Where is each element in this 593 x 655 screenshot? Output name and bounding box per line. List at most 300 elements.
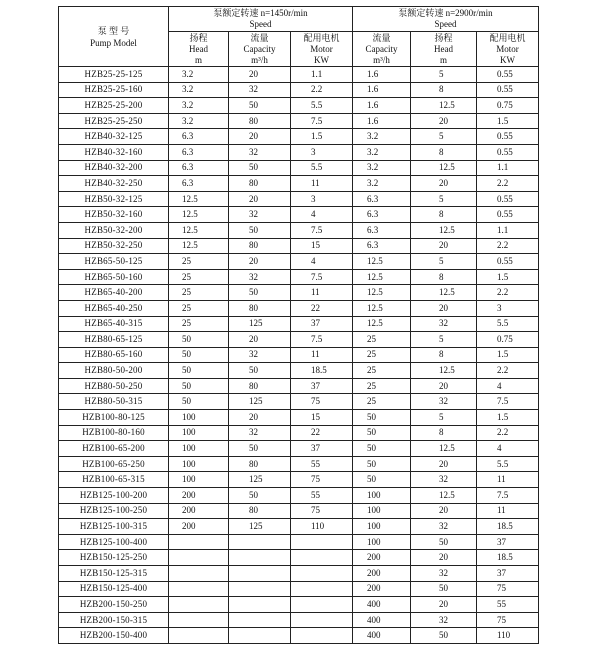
pump-model-cell: HZB25-25-160: [59, 82, 169, 98]
motor-2900-cell: 1.5: [477, 347, 539, 363]
head-unit: m: [194, 54, 202, 65]
motor-2900-cell: 2.2: [477, 285, 539, 301]
head-1450-cell: 50: [169, 363, 229, 379]
capacity-1450-cell: 50: [229, 160, 291, 176]
head-1450-cell: 25: [169, 300, 229, 316]
capacity-cn: 流量: [372, 32, 391, 43]
motor-2900-cell: 2.2: [477, 176, 539, 192]
pump-model-cell: HZB50-32-125: [59, 191, 169, 207]
motor-2900-cell: 11: [477, 472, 539, 488]
pump-model-cell: HZB150-125-400: [59, 581, 169, 597]
head-2900-cell: 12.5: [411, 222, 477, 238]
capacity-2900-cell: 100: [353, 534, 411, 550]
pump-model-cell: HZB200-150-315: [59, 612, 169, 628]
capacity-2900-cell: 100: [353, 488, 411, 504]
pump-spec-sheet: [58, 6, 539, 644]
head-2900-cell: 12.5: [411, 160, 477, 176]
pump-model-cell: HZB80-50-315: [59, 394, 169, 410]
pump-model-cell: HZB65-40-315: [59, 316, 169, 332]
speed-2900-en: Speed: [434, 19, 457, 29]
motor-2900-cell: 0.75: [477, 332, 539, 348]
motor-2900-cell: 75: [477, 612, 539, 628]
capacity-1450-cell: 32: [229, 144, 291, 160]
motor-1450-cell: 55: [291, 456, 353, 472]
motor-header-1450: [291, 32, 353, 67]
motor-1450-cell: 75: [291, 472, 353, 488]
head-2900-cell: 12.5: [411, 441, 477, 457]
pump-model-cell: HZB80-65-125: [59, 332, 169, 348]
head-1450-cell: 25: [169, 316, 229, 332]
motor-cn: 配用电机: [303, 32, 340, 43]
table-row: [59, 191, 539, 207]
capacity-2900-cell: 50: [353, 410, 411, 426]
head-1450-cell: 6.3: [169, 144, 229, 160]
capacity-1450-cell: 80: [229, 238, 291, 254]
table-row: [59, 410, 539, 426]
pump-model-cell: HZB100-65-200: [59, 441, 169, 457]
capacity-1450-cell: [229, 597, 291, 613]
pump-model-cell: HZB50-32-200: [59, 222, 169, 238]
capacity-2900-cell: 50: [353, 441, 411, 457]
head-en: Head: [189, 43, 208, 54]
motor-1450-cell: 2.2: [291, 82, 353, 98]
table-row: [59, 456, 539, 472]
motor-2900-cell: 0.55: [477, 254, 539, 270]
head-1450-cell: 50: [169, 347, 229, 363]
motor-2900-cell: 2.2: [477, 363, 539, 379]
motor-2900-cell: 18.5: [477, 550, 539, 566]
motor-2900-cell: 7.5: [477, 488, 539, 504]
head-en: Head: [434, 43, 453, 54]
head-2900-cell: 32: [411, 566, 477, 582]
motor-1450-cell: 15: [291, 410, 353, 426]
capacity-2900-cell: 100: [353, 503, 411, 519]
table-row: [59, 363, 539, 379]
pump-model-cell: HZB200-150-400: [59, 628, 169, 644]
table-row: [59, 550, 539, 566]
capacity-1450-cell: 50: [229, 285, 291, 301]
motor-1450-cell: [291, 566, 353, 582]
capacity-2900-cell: 400: [353, 597, 411, 613]
capacity-1450-cell: 80: [229, 378, 291, 394]
capacity-2900-cell: 25: [353, 347, 411, 363]
head-2900-cell: 50: [411, 628, 477, 644]
head-unit: m: [439, 54, 447, 65]
motor-2900-cell: 7.5: [477, 394, 539, 410]
model-header-cn: 泵 型 号: [97, 25, 130, 36]
motor-1450-cell: 18.5: [291, 363, 353, 379]
motor-2900-cell: 37: [477, 566, 539, 582]
capacity-2900-cell: 12.5: [353, 285, 411, 301]
pump-model-cell: HZB65-40-250: [59, 300, 169, 316]
motor-1450-cell: [291, 534, 353, 550]
head-2900-cell: 8: [411, 207, 477, 223]
table-row: [59, 176, 539, 192]
capacity-2900-cell: 3.2: [353, 144, 411, 160]
capacity-2900-cell: 200: [353, 581, 411, 597]
table-row: [59, 160, 539, 176]
motor-2900-cell: 55: [477, 597, 539, 613]
table-row: [59, 316, 539, 332]
motor-2900-cell: 110: [477, 628, 539, 644]
head-1450-cell: 12.5: [169, 207, 229, 223]
head-2900-cell: 12.5: [411, 363, 477, 379]
head-1450-cell: 25: [169, 254, 229, 270]
pump-spec-table: [58, 6, 539, 644]
capacity-1450-cell: 50: [229, 441, 291, 457]
capacity-1450-cell: 20: [229, 67, 291, 83]
pump-table-body: [59, 67, 539, 644]
capacity-2900-cell: 50: [353, 425, 411, 441]
pump-model-cell: HZB125-100-400: [59, 534, 169, 550]
table-row: [59, 425, 539, 441]
table-row: [59, 628, 539, 644]
head-2900-cell: 5: [411, 191, 477, 207]
head-2900-cell: 50: [411, 534, 477, 550]
motor-1450-cell: 37: [291, 441, 353, 457]
motor-2900-cell: 1.5: [477, 410, 539, 426]
table-row: [59, 238, 539, 254]
motor-2900-cell: 1.1: [477, 222, 539, 238]
capacity-1450-cell: 50: [229, 363, 291, 379]
head-1450-cell: 12.5: [169, 222, 229, 238]
motor-2900-cell: 0.55: [477, 67, 539, 83]
speed-2900-cn: 泵额定转速 n=2900r/min: [398, 8, 493, 18]
table-row: [59, 222, 539, 238]
capacity-1450-cell: 80: [229, 113, 291, 129]
head-1450-cell: 200: [169, 503, 229, 519]
motor-1450-cell: 37: [291, 378, 353, 394]
capacity-2900-cell: 1.6: [353, 113, 411, 129]
table-row: [59, 519, 539, 535]
motor-2900-cell: 0.55: [477, 129, 539, 145]
motor-1450-cell: 7.5: [291, 332, 353, 348]
pump-model-cell: HZB50-32-250: [59, 238, 169, 254]
pump-model-cell: HZB80-65-160: [59, 347, 169, 363]
head-2900-cell: 5: [411, 129, 477, 145]
motor-1450-cell: [291, 612, 353, 628]
motor-2900-cell: 2.2: [477, 425, 539, 441]
pump-model-cell: HZB40-32-200: [59, 160, 169, 176]
motor-1450-cell: 75: [291, 503, 353, 519]
capacity-1450-cell: 80: [229, 456, 291, 472]
capacity-1450-cell: [229, 581, 291, 597]
capacity-1450-cell: [229, 612, 291, 628]
pump-model-cell: HZB80-50-250: [59, 378, 169, 394]
head-1450-cell: 6.3: [169, 176, 229, 192]
pump-model-cell: HZB150-125-315: [59, 566, 169, 582]
motor-2900-cell: 2.2: [477, 238, 539, 254]
head-1450-cell: 200: [169, 488, 229, 504]
capacity-2900-cell: 400: [353, 628, 411, 644]
capacity-2900-cell: 400: [353, 612, 411, 628]
motor-1450-cell: 22: [291, 425, 353, 441]
table-row: [59, 566, 539, 582]
table-row: [59, 378, 539, 394]
table-row: [59, 98, 539, 114]
head-1450-cell: 3.2: [169, 113, 229, 129]
motor-2900-cell: 0.55: [477, 82, 539, 98]
table-row: [59, 612, 539, 628]
head-2900-cell: 32: [411, 612, 477, 628]
motor-1450-cell: 3: [291, 191, 353, 207]
head-2900-cell: 32: [411, 394, 477, 410]
table-row: [59, 394, 539, 410]
motor-1450-cell: 11: [291, 176, 353, 192]
motor-1450-cell: 5.5: [291, 98, 353, 114]
capacity-unit: m³/h: [251, 54, 268, 65]
capacity-2900-cell: 3.2: [353, 176, 411, 192]
head-2900-cell: 32: [411, 472, 477, 488]
capacity-2900-cell: 25: [353, 363, 411, 379]
table-row: [59, 82, 539, 98]
head-header-2900: [411, 32, 477, 67]
motor-2900-cell: 75: [477, 581, 539, 597]
head-2900-cell: 20: [411, 597, 477, 613]
capacity-2900-cell: 6.3: [353, 207, 411, 223]
capacity-1450-cell: 80: [229, 503, 291, 519]
pump-model-cell: HZB50-32-160: [59, 207, 169, 223]
table-row: [59, 488, 539, 504]
capacity-2900-cell: 25: [353, 378, 411, 394]
speed-1450-cn: 泵额定转速 n=1450r/min: [213, 8, 308, 18]
head-1450-cell: 200: [169, 519, 229, 535]
head-1450-cell: 6.3: [169, 129, 229, 145]
capacity-2900-cell: 25: [353, 394, 411, 410]
motor-1450-cell: [291, 628, 353, 644]
pump-model-cell: HZB40-32-125: [59, 129, 169, 145]
head-2900-cell: 12.5: [411, 285, 477, 301]
head-2900-cell: 20: [411, 300, 477, 316]
capacity-1450-cell: 125: [229, 394, 291, 410]
capacity-1450-cell: 50: [229, 488, 291, 504]
capacity-1450-cell: [229, 534, 291, 550]
pump-model-cell: HZB65-40-200: [59, 285, 169, 301]
head-1450-cell: 3.2: [169, 82, 229, 98]
motor-1450-cell: 11: [291, 285, 353, 301]
head-2900-cell: 50: [411, 581, 477, 597]
motor-1450-cell: 11: [291, 347, 353, 363]
head-1450-cell: 100: [169, 410, 229, 426]
head-2900-cell: 20: [411, 238, 477, 254]
head-2900-cell: 8: [411, 82, 477, 98]
head-1450-cell: 25: [169, 285, 229, 301]
head-1450-cell: [169, 534, 229, 550]
head-2900-cell: 5: [411, 410, 477, 426]
table-row: [59, 534, 539, 550]
pump-model-cell: HZB100-65-250: [59, 456, 169, 472]
capacity-2900-cell: 25: [353, 332, 411, 348]
pump-model-cell: HZB25-25-250: [59, 113, 169, 129]
motor-1450-cell: [291, 597, 353, 613]
pump-model-cell: HZB125-100-200: [59, 488, 169, 504]
motor-2900-cell: 4: [477, 378, 539, 394]
pump-model-cell: HZB65-50-160: [59, 269, 169, 285]
capacity-1450-cell: [229, 628, 291, 644]
motor-1450-cell: 37: [291, 316, 353, 332]
capacity-2900-cell: 50: [353, 456, 411, 472]
head-2900-cell: 20: [411, 456, 477, 472]
table-row: [59, 300, 539, 316]
motor-2900-cell: 11: [477, 503, 539, 519]
capacity-1450-cell: 125: [229, 316, 291, 332]
head-2900-cell: 12.5: [411, 98, 477, 114]
table-row: [59, 254, 539, 270]
head-2900-cell: 20: [411, 378, 477, 394]
head-2900-cell: 5: [411, 332, 477, 348]
pump-model-cell: HZB25-25-125: [59, 67, 169, 83]
head-2900-cell: 5: [411, 67, 477, 83]
capacity-2900-cell: 1.6: [353, 82, 411, 98]
motor-1450-cell: [291, 581, 353, 597]
head-1450-cell: 25: [169, 269, 229, 285]
pump-model-cell: HZB65-50-125: [59, 254, 169, 270]
capacity-1450-cell: 20: [229, 410, 291, 426]
table-row: [59, 269, 539, 285]
head-1450-cell: [169, 581, 229, 597]
head-1450-cell: [169, 597, 229, 613]
motor-1450-cell: 55: [291, 488, 353, 504]
motor-header-2900: [477, 32, 539, 67]
speed-1450-header: [169, 7, 353, 32]
motor-2900-cell: 4: [477, 441, 539, 457]
capacity-2900-cell: 3.2: [353, 129, 411, 145]
capacity-1450-cell: 20: [229, 191, 291, 207]
capacity-2900-cell: 50: [353, 472, 411, 488]
head-1450-cell: 3.2: [169, 98, 229, 114]
motor-2900-cell: 18.5: [477, 519, 539, 535]
capacity-1450-cell: 50: [229, 222, 291, 238]
motor-1450-cell: 5.5: [291, 160, 353, 176]
table-row: [59, 144, 539, 160]
capacity-1450-cell: 32: [229, 269, 291, 285]
capacity-1450-cell: 32: [229, 347, 291, 363]
motor-2900-cell: 0.55: [477, 191, 539, 207]
motor-1450-cell: 7.5: [291, 269, 353, 285]
head-1450-cell: [169, 566, 229, 582]
motor-1450-cell: 4: [291, 207, 353, 223]
pump-model-cell: HZB125-100-250: [59, 503, 169, 519]
capacity-cn: 流量: [250, 32, 269, 43]
motor-2900-cell: 1.5: [477, 269, 539, 285]
motor-1450-cell: 75: [291, 394, 353, 410]
capacity-1450-cell: 32: [229, 207, 291, 223]
head-header-1450: [169, 32, 229, 67]
head-cn: 扬程: [189, 32, 208, 43]
capacity-en: Capacity: [365, 43, 398, 54]
motor-en: Motor: [310, 43, 333, 54]
pump-model-cell: HZB100-80-125: [59, 410, 169, 426]
capacity-1450-cell: 50: [229, 98, 291, 114]
motor-1450-cell: [291, 550, 353, 566]
motor-unit: KW: [500, 54, 515, 65]
head-2900-cell: 20: [411, 503, 477, 519]
capacity-1450-cell: 125: [229, 472, 291, 488]
pump-model-cell: HZB40-32-250: [59, 176, 169, 192]
motor-2900-cell: 5.5: [477, 316, 539, 332]
table-row: [59, 285, 539, 301]
head-1450-cell: [169, 550, 229, 566]
capacity-1450-cell: [229, 550, 291, 566]
head-1450-cell: 100: [169, 472, 229, 488]
head-1450-cell: 100: [169, 456, 229, 472]
capacity-2900-cell: 12.5: [353, 316, 411, 332]
pump-model-cell: HZB25-25-200: [59, 98, 169, 114]
motor-1450-cell: 1.1: [291, 67, 353, 83]
capacity-2900-cell: 3.2: [353, 160, 411, 176]
head-1450-cell: 100: [169, 441, 229, 457]
table-row: [59, 472, 539, 488]
capacity-1450-cell: 20: [229, 129, 291, 145]
speed-2900-header: [353, 7, 539, 32]
head-2900-cell: 20: [411, 550, 477, 566]
motor-1450-cell: 7.5: [291, 222, 353, 238]
pump-model-cell: HZB80-50-200: [59, 363, 169, 379]
pump-model-cell: HZB100-80-160: [59, 425, 169, 441]
capacity-1450-cell: 32: [229, 425, 291, 441]
pump-model-cell: HZB125-100-315: [59, 519, 169, 535]
motor-1450-cell: 1.5: [291, 129, 353, 145]
head-1450-cell: 3.2: [169, 67, 229, 83]
table-row: [59, 581, 539, 597]
motor-2900-cell: 1.5: [477, 113, 539, 129]
table-row: [59, 441, 539, 457]
head-1450-cell: 12.5: [169, 191, 229, 207]
head-2900-cell: 8: [411, 269, 477, 285]
head-1450-cell: 100: [169, 425, 229, 441]
capacity-unit: m³/h: [373, 54, 390, 65]
capacity-1450-cell: 20: [229, 254, 291, 270]
motor-1450-cell: 3: [291, 144, 353, 160]
capacity-1450-cell: 80: [229, 300, 291, 316]
capacity-2900-cell: 100: [353, 519, 411, 535]
head-2900-cell: 12.5: [411, 488, 477, 504]
capacity-2900-cell: 1.6: [353, 67, 411, 83]
motor-1450-cell: 4: [291, 254, 353, 270]
table-row: [59, 503, 539, 519]
head-2900-cell: 8: [411, 347, 477, 363]
model-column-header: [59, 7, 169, 67]
motor-1450-cell: 15: [291, 238, 353, 254]
capacity-2900-cell: 6.3: [353, 191, 411, 207]
capacity-2900-cell: 6.3: [353, 222, 411, 238]
capacity-1450-cell: 125: [229, 519, 291, 535]
head-1450-cell: 50: [169, 378, 229, 394]
motor-2900-cell: 5.5: [477, 456, 539, 472]
capacity-1450-cell: 20: [229, 332, 291, 348]
pump-model-cell: HZB200-150-250: [59, 597, 169, 613]
motor-1450-cell: 22: [291, 300, 353, 316]
capacity-2900-cell: 12.5: [353, 269, 411, 285]
table-row: [59, 67, 539, 83]
head-1450-cell: 50: [169, 394, 229, 410]
capacity-2900-cell: 12.5: [353, 254, 411, 270]
head-2900-cell: 20: [411, 176, 477, 192]
head-2900-cell: 5: [411, 254, 477, 270]
head-2900-cell: 32: [411, 519, 477, 535]
capacity-2900-cell: 200: [353, 550, 411, 566]
head-2900-cell: 20: [411, 113, 477, 129]
motor-cn: 配用电机: [489, 32, 526, 43]
capacity-header-2900: [353, 32, 411, 67]
head-2900-cell: 32: [411, 316, 477, 332]
table-row: [59, 129, 539, 145]
pump-model-cell: HZB40-32-160: [59, 144, 169, 160]
motor-2900-cell: 3: [477, 300, 539, 316]
capacity-1450-cell: 80: [229, 176, 291, 192]
head-1450-cell: 50: [169, 332, 229, 348]
head-2900-cell: 8: [411, 144, 477, 160]
